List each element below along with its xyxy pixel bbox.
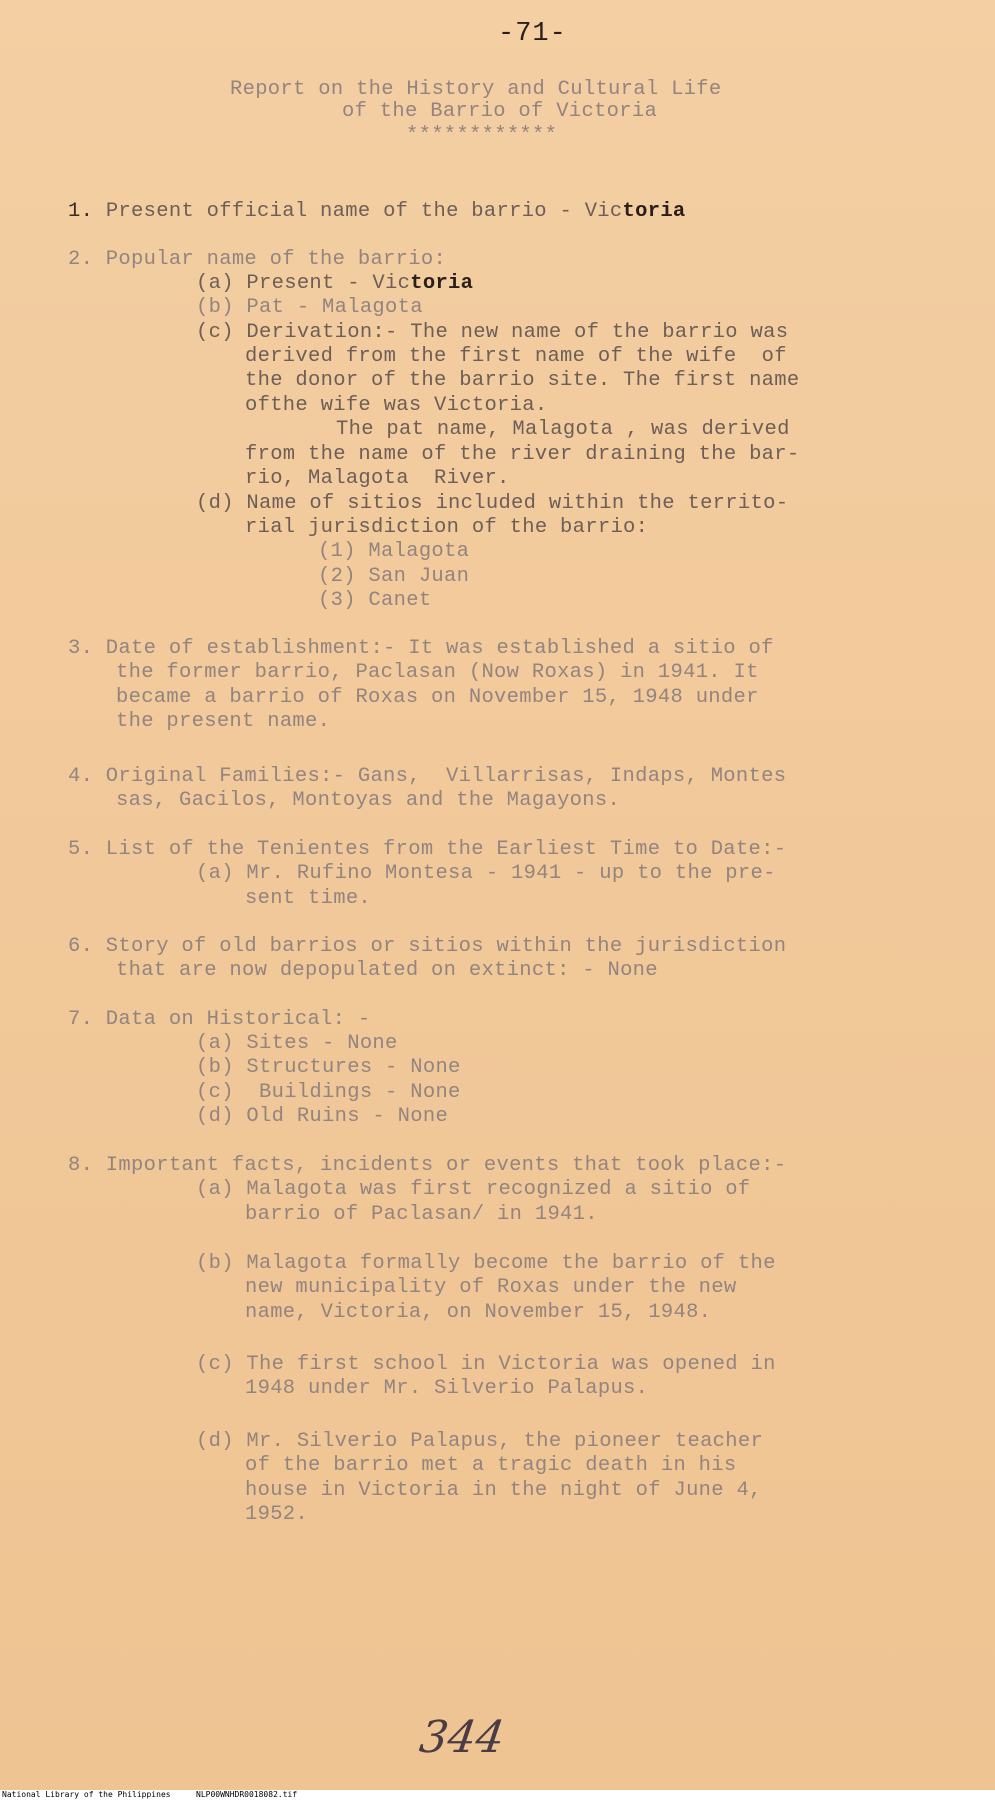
item-7d: (d) Old Ruins - None	[196, 1105, 449, 1128]
sitio-2: (2) San Juan	[318, 565, 470, 588]
item-7b: (b) Structures - None	[196, 1056, 461, 1079]
item-5a-line2: sent time.	[245, 887, 372, 910]
item-4-line1: 4. Original Families:- Gans, Villarrisas, Indaps, Montes	[68, 765, 787, 788]
sitio-1: (1) Malagota	[318, 540, 470, 563]
item-2a-text: (a) Present - Vic	[196, 272, 411, 295]
footer-file-name: NLP00WNHDR0018082.tif	[196, 1790, 298, 1799]
item-1-text: Present official name of the barrio - Vic	[105, 200, 623, 223]
item-2d-line1: (d) Name of sitios included within the territo-	[196, 492, 789, 515]
item-6-line1: 6. Story of old barrios or sitios within the jurisdiction	[68, 935, 787, 958]
item-2c-line3: the donor of the barrio site. The first name	[245, 369, 800, 392]
item-2c-line7: rio, Malagota River.	[245, 467, 510, 490]
item-3-line3: became a barrio of Roxas on November 15, 1948 under	[116, 686, 759, 709]
item-3-line4: the present name.	[116, 710, 331, 733]
item-1-number: 1.	[68, 200, 94, 223]
item-2-header: 2. Popular name of the barrio:	[68, 248, 447, 271]
item-8b-line2: new municipality of Roxas under the new	[245, 1276, 737, 1299]
item-2a	[196, 272, 473, 296]
title-line-2: of the Barrio of Victoria	[342, 100, 658, 123]
item-8b-line1: (b) Malagota formally become the barrio of the	[196, 1252, 776, 1275]
footer-library-name: National Library of the Philippines	[2, 1790, 171, 1799]
item-2a-stamp: toria	[410, 272, 474, 295]
item-7c: (c) Buildings - None	[196, 1081, 461, 1104]
item-8a-line1: (a) Malagota was first recognized a sitio of	[196, 1178, 751, 1201]
item-5-line1: 5. List of the Tenientes from the Earliest Time to Date:-	[68, 838, 787, 861]
title-line-1: Report on the History and Cultural Life	[230, 78, 722, 101]
item-2b: (b) Pat - Malagota	[196, 296, 423, 319]
item-2c-line2: derived from the first name of the wife of	[245, 345, 787, 368]
item-5a-line1: (a) Mr. Rufino Montesa - 1941 - up to the pre-	[196, 862, 776, 885]
item-4-line2: sas, Gacilos, Montoyas and the Magayons.	[116, 789, 621, 812]
item-1-stamp: toria	[622, 200, 686, 223]
item-2d-line2: rial jurisdiction of the barrio:	[245, 516, 649, 539]
item-8c-line2: 1948 under Mr. Silverio Palapus.	[245, 1377, 649, 1400]
item-8b-line3: name, Victoria, on November 15, 1948.	[245, 1301, 712, 1324]
item-3-line2: the former barrio, Paclasan (Now Roxas) in 1941. It	[116, 661, 759, 684]
item-1	[68, 200, 686, 224]
item-2c-line5: The pat name, Malagota , was derived	[336, 418, 790, 441]
item-8a-line2: barrio of Paclasan/ in 1941.	[245, 1203, 598, 1226]
item-7-header: 7. Data on Historical: -	[68, 1008, 371, 1031]
handwritten-number: 344	[416, 1712, 508, 1763]
item-8d-line2: of the barrio met a tragic death in his	[245, 1454, 737, 1477]
item-2c-line4: ofthe wife was Victoria.	[245, 394, 548, 417]
item-3-line1: 3. Date of establishment:- It was established a sitio of	[68, 637, 774, 660]
item-8-header: 8. Important facts, incidents or events that took place:-	[68, 1154, 787, 1177]
sitio-3: (3) Canet	[318, 589, 432, 612]
item-8d-line4: 1952.	[245, 1503, 309, 1526]
scan-footer	[0, 1790, 995, 1800]
item-6-line2: that are now depopulated on extinct: - None	[116, 959, 658, 982]
item-7a: (a) Sites - None	[196, 1032, 398, 1055]
item-8d-line3: house in Victoria in the night of June 4,	[245, 1479, 762, 1502]
item-2c-line6: from the name of the river draining the bar-	[245, 443, 800, 466]
item-2c-line1: (c) Derivation:- The new name of the barrio was	[196, 321, 789, 344]
page-number: -71-	[498, 19, 567, 49]
item-8c-line1: (c) The first school in Victoria was opened in	[196, 1353, 776, 1376]
title-stars: ************	[406, 124, 558, 147]
item-8d-line1: (d) Mr. Silverio Palapus, the pioneer teacher	[196, 1430, 764, 1453]
